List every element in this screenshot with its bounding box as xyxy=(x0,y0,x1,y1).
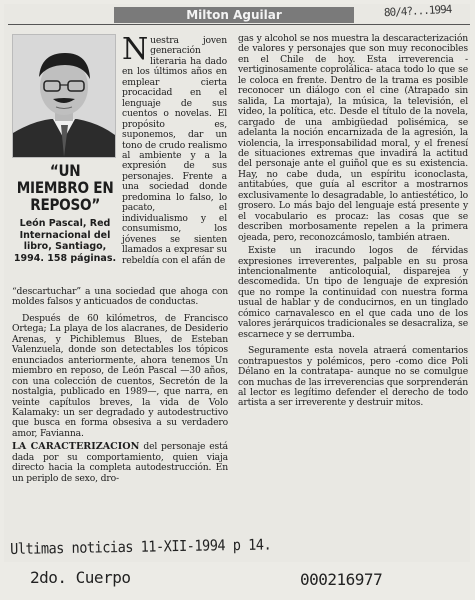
header-rule xyxy=(8,24,470,25)
handwritten-section-note: 2do. Cuerpo xyxy=(30,568,131,587)
drop-cap: N xyxy=(122,32,149,67)
newspaper-clipping xyxy=(4,4,470,562)
paragraph: uestra joven generación literaria ha dado en los últimos años en emplear cierta procacidad en el lenguaje de sus cuentos o novelas. El propósito es, suponemos, dar un tono de crudo realismo al ambiente y a la expresión de sus personajes. Frente a una sociedad donde predomina lo falso, lo pacato, el individualismo y el consumismo, los jóvenes se sienten llamados a expresar su rebeldía con el afán de xyxy=(122,35,227,266)
column-2 xyxy=(238,34,468,409)
author-banner: Milton Aguilar xyxy=(114,7,354,23)
paragraph: “descartuchar” a una sociedad que ahoga con moldes falsos y anticuados de conductas. xyxy=(12,286,228,308)
handwritten-archive-id: 000216977 xyxy=(300,570,383,589)
column-1-bottom xyxy=(12,287,228,484)
author-photo xyxy=(12,34,116,158)
book-title-headline: “UN MIEMBRO EN REPOSO” xyxy=(16,161,114,214)
column-1-top xyxy=(122,32,227,266)
book-info: León Pascal, Red Internacional del libro, Santiago, 1994. 158 páginas. xyxy=(13,218,117,264)
paragraph: Después de 60 kilómetros, de Francisco Ortega; La playa de los alacranes, de Desiderio Arenas, y Pichiblemus Blues, de Esteban Valenzuela, donde son detectables los tópicos enunciados anteriormente, ahora tenemos Un miembro en reposo, de León Pascal —30 años, con una colección de cuentos, Secretón de la nostalgia, publicado en 1989—, que narra, en veinte capítulos breves, la vida de Volo Kalamaky: un ser degradado y autodestructivo que busca en forma obsesiva a su verdadero amor, Favianna. xyxy=(12,312,228,439)
paragraph: Existe un iracundo logos de férvidas expresiones irreverentes, palpable en su prosa intencionalmente anticoloquial, disparejea y descomedida. Un tipo de lenguaje de expresión que no rompe la continuidad con nuestra forma usual de hablar y de conducirnos, en un tinglado cómico carnavalesco en el que cada uno de los valores jerárquicos tradicionales se desacraliza, se escarnece y se derrumba. xyxy=(238,245,468,340)
portrait-image xyxy=(13,35,115,157)
handwritten-source-note: Ultimas noticias 11-XII-1994 p 14. xyxy=(10,535,272,558)
paragraph: Seguramente esta novela atraerá comentarios contrapuestos y polémicos, pero -como dice Poli Délano en la contratapa- aunque no se comulgue con muchas de las irreverencias que sorprenderán al lector es legítimo defender el derecho de todo artista a ser irreverente y destruir mitos. xyxy=(238,345,468,409)
handwritten-scribble: 80/4?...1994 xyxy=(383,2,452,20)
paragraph: gas y alcohol se nos muestra la descaracterización de valores y personajes que son muy reconocibles en el Chile de hoy. Esta irreverencia -vertiginosamente coprolálica- ataca todo lo que se le coloca en frente. Dentro de la trama es posible reconocer un diálogo con el cine (Atrapado sin salida, La mortaja), la música, la televisión, el video, la política, etc. Desde el título de la novela, cargado de una ambigüedad polisémica, se adelanta la noción encarnizada de la agresión, la violencia, la irresponsabilidad moral, y el frenesí de situaciones extremas que invadirá la actitud del personaje ante el guiñol que es su existencia. Hay, no cabe duda, un espíritu iconoclasta, antitabúes, que guía al escritor a mostrarnos exclusivamente lo desagradable, lo antiestético, lo grosero. Lo más bajo del lenguaje está presente y el vocabulario es procaz: las cosas que se describen morbosamente repelen a la primera ojeada, pero, reconozcámoslo, también atraen. xyxy=(238,33,468,243)
paragraph: del personaje está dada por su comportamiento, quien viaja directo hacia la completa autodestrucción. En un periplo de sexo, dro- xyxy=(12,441,228,484)
subheading: LA CARACTERIZACION xyxy=(12,441,140,453)
